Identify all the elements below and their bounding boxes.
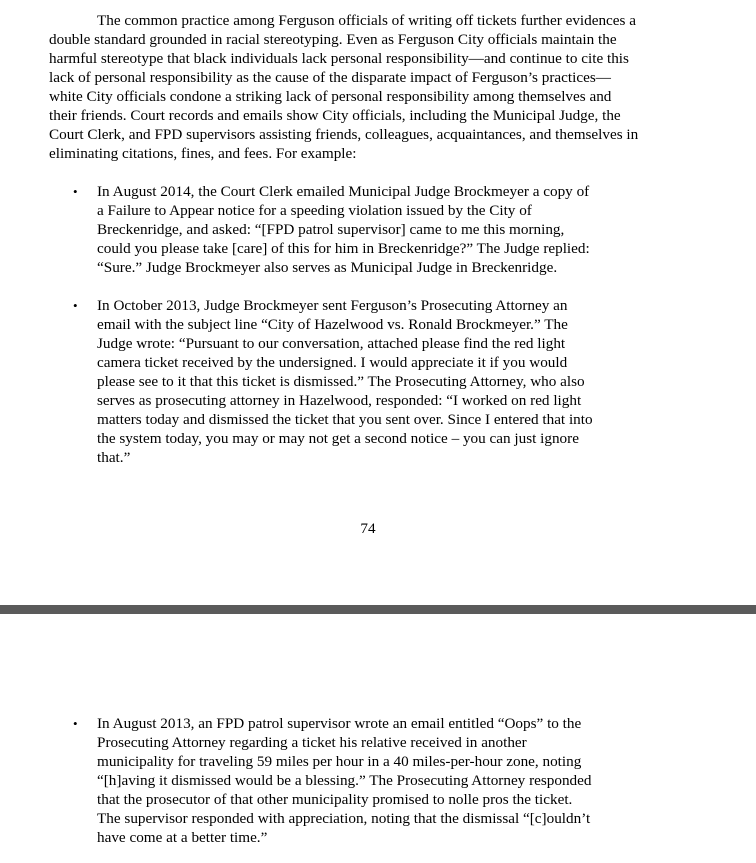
bullet-line: the system today, you may or may not get a second notice – you can just ignore <box>97 430 579 447</box>
bullet-line: please see to it that this ticket is dismissed.” The Prosecuting Attorney, who also <box>97 373 585 390</box>
bullet-line: Prosecuting Attorney regarding a ticket his relative received in another <box>97 734 527 751</box>
bullet-line: “Sure.” Judge Brockmeyer also serves as Municipal Judge in Breckenridge. <box>97 259 558 276</box>
page-number: 74 <box>360 520 376 537</box>
bullet-line: could you please take [care] of this for him in Breckenridge?” The Judge replied: <box>97 240 590 257</box>
document-page-lower <box>0 614 756 863</box>
bullet-line: serves as prosecuting attorney in Hazelwood, responded: “I worked on red light <box>97 392 582 409</box>
paragraph-line: harmful stereotype that black individuals lack personal responsibility—and continue to cite this <box>49 50 629 67</box>
bullet-line: have come at a better time.” <box>97 829 268 846</box>
bullet-marker: • <box>73 716 78 731</box>
bullet-line: “[h]aving it dismissed would be a blessing.” The Prosecuting Attorney responded <box>97 772 592 789</box>
bullet-line: that the prosecutor of that other municipality promised to nolle pros the ticket. <box>97 791 573 808</box>
paragraph-line: lack of personal responsibility as the cause of the disparate impact of Ferguson’s practices— <box>49 69 611 86</box>
bullet-line: municipality for traveling 59 miles per hour in a 40 miles-per-hour zone, noting <box>97 753 582 770</box>
paragraph-line: double standard grounded in racial stereotyping. Even as Ferguson City officials maintain the <box>49 31 617 48</box>
bullet-line: In August 2014, the Court Clerk emailed Municipal Judge Brockmeyer a copy of <box>97 183 590 200</box>
paragraph-line: eliminating citations, fines, and fees. For example: <box>49 145 357 162</box>
paragraph-line: The common practice among Ferguson officials of writing off tickets further evidences a <box>97 12 636 29</box>
bullet-line: In August 2013, an FPD patrol supervisor wrote an email entitled “Oops” to the <box>97 715 582 732</box>
bullet-line: Breckenridge, and asked: “[FPD patrol supervisor] came to me this morning, <box>97 221 565 238</box>
bullet-line: camera ticket received by the undersigned. I would appreciate it if you would <box>97 354 568 371</box>
paragraph-line: white City officials condone a striking lack of personal responsibility among themselves and <box>49 88 612 105</box>
bullet-line: a Failure to Appear notice for a speeding violation issued by the City of <box>97 202 532 219</box>
page-divider <box>0 605 756 614</box>
bullet-line: The supervisor responded with appreciation, noting that the dismissal “[c]ouldn’t <box>97 810 591 827</box>
bullet-line: email with the subject line “City of Hazelwood vs. Ronald Brockmeyer.” The <box>97 316 568 333</box>
bullet-line: In October 2013, Judge Brockmeyer sent Ferguson’s Prosecuting Attorney an <box>97 297 568 314</box>
bullet-line: Judge wrote: “Pursuant to our conversation, attached please find the red light <box>97 335 566 352</box>
bullet-marker: • <box>73 298 78 313</box>
paragraph-line: Court Clerk, and FPD supervisors assisting friends, colleagues, acquaintances, and themselves in <box>49 126 639 143</box>
paragraph-line: their friends. Court records and emails show City officials, including the Municipal Judge, the <box>49 107 621 124</box>
bullet-line: matters today and dismissed the ticket that you sent over. Since I entered that into <box>97 411 593 428</box>
bullet-line: that.” <box>97 449 131 466</box>
bullet-marker: • <box>73 184 78 199</box>
